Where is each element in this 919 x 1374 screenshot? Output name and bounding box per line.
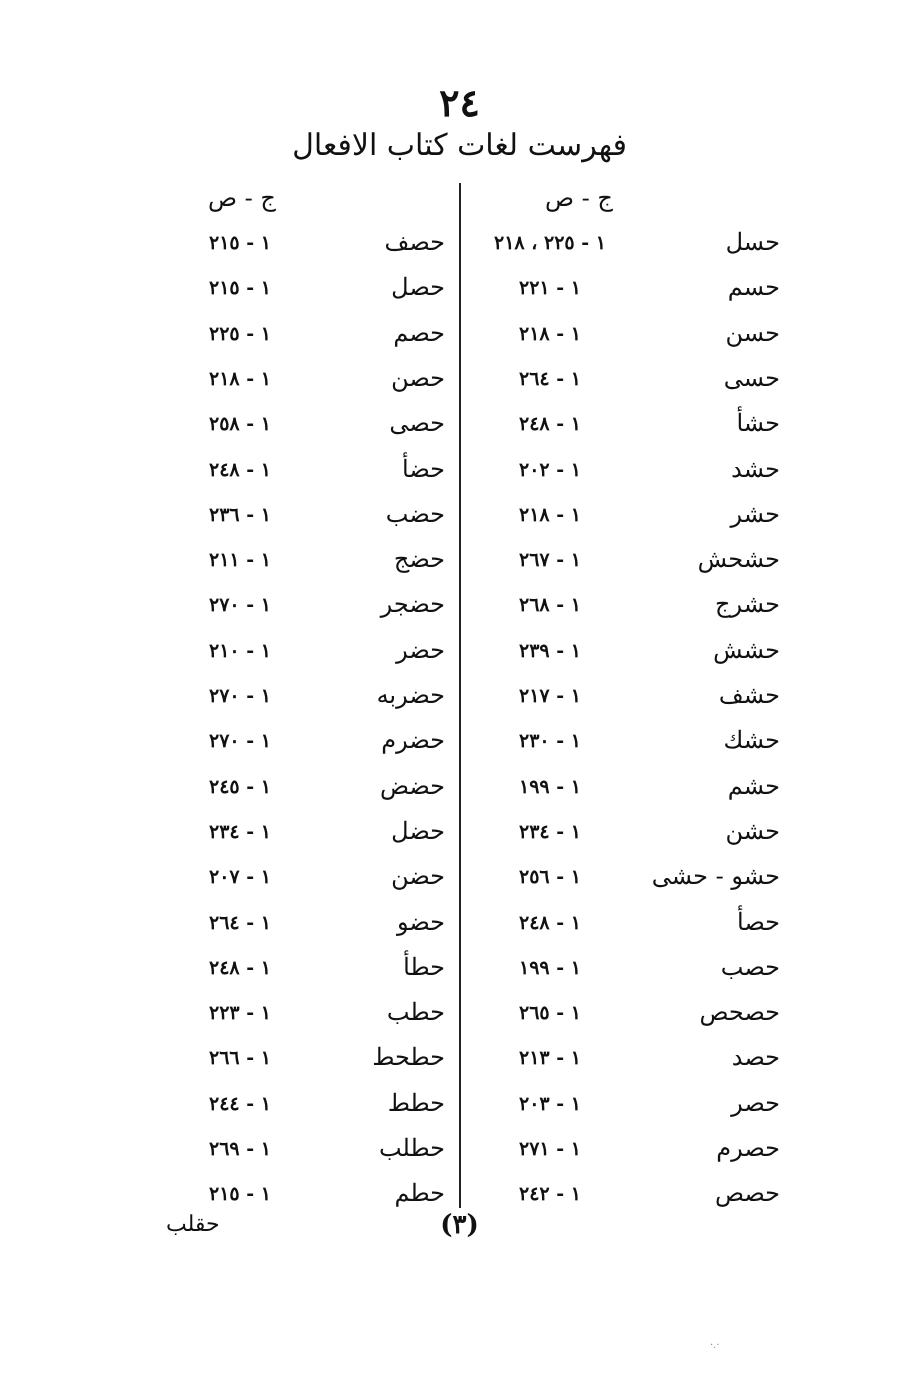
index-entry [160,1043,445,1088]
entry-reference: ١ - ٢٦٥ [519,1002,581,1025]
page-number: ٢٤ [439,80,480,125]
entry-reference: ١ - ٢٣٤ [209,820,271,843]
entry-word: حضب [385,499,445,528]
entry-word: حطأ [403,952,445,981]
index-entry [160,273,445,318]
entry-word: حصر [731,1088,780,1117]
entry-reference: ١ - ٢٤٨ [209,458,271,481]
entry-word: حصد [731,1043,780,1072]
entry-reference: ١ - ٢٦٧ [519,549,581,572]
entry-reference: ١ - ١٩٩ [519,956,581,979]
entry-reference: ١ - ٢٣٤ [519,820,581,843]
entry-reference: ١ - ٢٣٩ [519,639,581,662]
entry-reference: ١ - ٢٦٩ [209,1138,271,1160]
entry-reference: ١ - ٢٦٤ [519,367,581,390]
entry-reference: ١ - ٢٤٨ [209,956,271,979]
index-entry [160,228,445,273]
entry-word: حضج [393,545,445,574]
entry-word: حسل [725,228,780,256]
entry-word: حشأ [736,409,780,438]
index-entry [160,636,445,681]
entry-word: حضن [391,862,445,891]
index-entry [160,862,445,907]
entry-reference: ١ - ٢٧١ [519,1138,581,1160]
entry-reference: ١ - ٢٢٥ ، ٢١٨ [494,232,606,254]
index-entry [160,590,445,635]
entry-word: حشد [731,454,780,483]
entry-reference: ١ - ٢٣٦ [209,503,271,526]
index-entry [470,409,780,454]
entry-reference: ١ - ٢١٨ [519,322,581,345]
entry-word: حطحط [372,1043,445,1072]
entry-reference: ١ - ٢٦٤ [209,911,271,934]
index-entry [160,500,445,545]
entry-word: حضرم [381,726,445,755]
entry-reference: ١ - ٢٦٨ [519,594,581,617]
entry-word: حشم [727,771,780,800]
entry-reference: ١ - ٢٣٠ [519,730,581,753]
entry-word: حضر [396,635,445,664]
entry-reference: ١ - ٢٢٣ [209,1002,271,1025]
entry-reference: ١ - ٢٥٦ [519,866,581,889]
entry-reference: ١ - ٢١٥ [209,277,271,300]
entry-word: حطم [394,1179,445,1208]
entry-word: حشن [725,816,780,845]
entry-reference: ١ - ٢٥٨ [209,413,271,436]
column-divider [459,183,461,1208]
entry-reference: ١ - ٢١٥ [209,232,271,254]
entry-reference: ١ - ٢١٨ [519,503,581,526]
index-entry [470,273,780,318]
index-entry [470,455,780,500]
entry-word: حطلب [378,1134,445,1162]
entry-word: حضو [396,907,445,936]
entry-reference: ١ - ٢٠٣ [519,1092,581,1115]
index-entry [470,953,780,998]
entry-word: حصحص [699,998,780,1027]
index-entry [160,545,445,590]
entry-word: حصم [393,318,445,347]
index-entry [470,862,780,907]
paper-speck: ·.· [710,1340,720,1351]
entry-reference: ١ - ٢٤٤ [209,1092,271,1115]
entry-reference: ١ - ٢٧٠ [209,685,271,707]
entry-word: حضربه [376,681,445,709]
entry-reference: ١ - ٢١٧ [519,685,581,707]
index-entry [470,228,780,273]
index-entry [470,1089,780,1134]
entry-reference: ١ - ٢٤٢ [519,1183,581,1206]
index-entry [470,636,780,681]
index-entry [470,998,780,1043]
entry-reference: ١ - ٢١٨ [209,367,271,390]
entry-word: حشو - حشى [651,862,780,891]
index-entry [160,817,445,862]
entry-reference: ١ - ٢٤٥ [209,775,271,798]
entry-reference: ١ - ١٩٩ [519,775,581,798]
entry-word: حصرم [716,1134,780,1162]
index-entry [160,998,445,1043]
entry-reference: ١ - ٢٠٢ [519,458,581,481]
entry-word: حصن [391,363,445,392]
entry-reference: ١ - ٢٦٦ [209,1047,271,1070]
entry-reference: ١ - ٢١٣ [519,1047,581,1070]
entry-word: حصص [714,1179,780,1208]
index-entry [470,726,780,771]
index-entry [470,364,780,409]
entry-word: حشش [713,635,780,664]
index-entry [470,319,780,364]
entry-word: حضض [379,771,445,800]
page-title: فهرست لغات كتاب الافعال [292,128,627,163]
index-entry [470,500,780,545]
index-entry [160,319,445,364]
entry-reference: ١ - ٢٧٠ [209,594,271,617]
entry-word: حصل [391,273,445,302]
signature-mark: (٣) [440,1210,479,1240]
entry-word: حطط [387,1088,445,1117]
index-entry [160,1089,445,1134]
index-entry [160,772,445,817]
right-column-header: ج - ص [545,184,613,212]
entry-reference: ١ - ٢٤٨ [519,911,581,934]
entry-word: حشر [730,499,780,528]
entry-word: حصى [389,409,445,438]
index-entry [470,681,780,726]
index-entry [470,772,780,817]
entry-word: حشحش [697,545,780,574]
left-column-header: ج - ص [208,184,276,212]
index-entry [470,590,780,635]
entry-word: حشرج [715,590,780,619]
entry-word: حسن [725,318,780,347]
index-entry [470,817,780,862]
entry-word: حشف [718,681,780,709]
index-entry [160,953,445,998]
entry-reference: ١ - ٢٢٥ [209,322,271,345]
entry-reference: ١ - ٢٠٧ [209,866,271,889]
index-entry [470,1043,780,1088]
index-entry [160,908,445,953]
entry-reference: ١ - ٢٤٨ [519,413,581,436]
entry-word: حضل [391,816,445,845]
entry-word: حطب [386,998,445,1027]
index-entry [160,726,445,771]
entry-word: حسم [727,273,780,302]
entry-reference: ١ - ٢٢١ [519,277,581,300]
entry-word: حشك [723,726,780,755]
index-entry [470,545,780,590]
index-entry [160,1134,445,1179]
entry-word: حضجر [380,590,445,619]
catchword: حقلب [166,1212,220,1237]
entry-reference: ١ - ٢١٠ [209,639,271,662]
index-entry [160,455,445,500]
index-entry [160,681,445,726]
entry-reference: ١ - ٢٧٠ [209,730,271,753]
entry-word: حصأ [737,907,780,936]
index-entry [470,908,780,953]
entry-word: حصب [720,952,780,981]
entry-reference: ١ - ٢١١ [209,549,271,572]
entry-word: حصف [384,228,445,256]
entry-word: حسى [723,363,780,392]
index-entry [160,409,445,454]
index-entry [160,364,445,409]
entry-word: حضأ [402,454,445,483]
index-entry [470,1134,780,1179]
entry-reference: ١ - ٢١٥ [209,1183,271,1206]
